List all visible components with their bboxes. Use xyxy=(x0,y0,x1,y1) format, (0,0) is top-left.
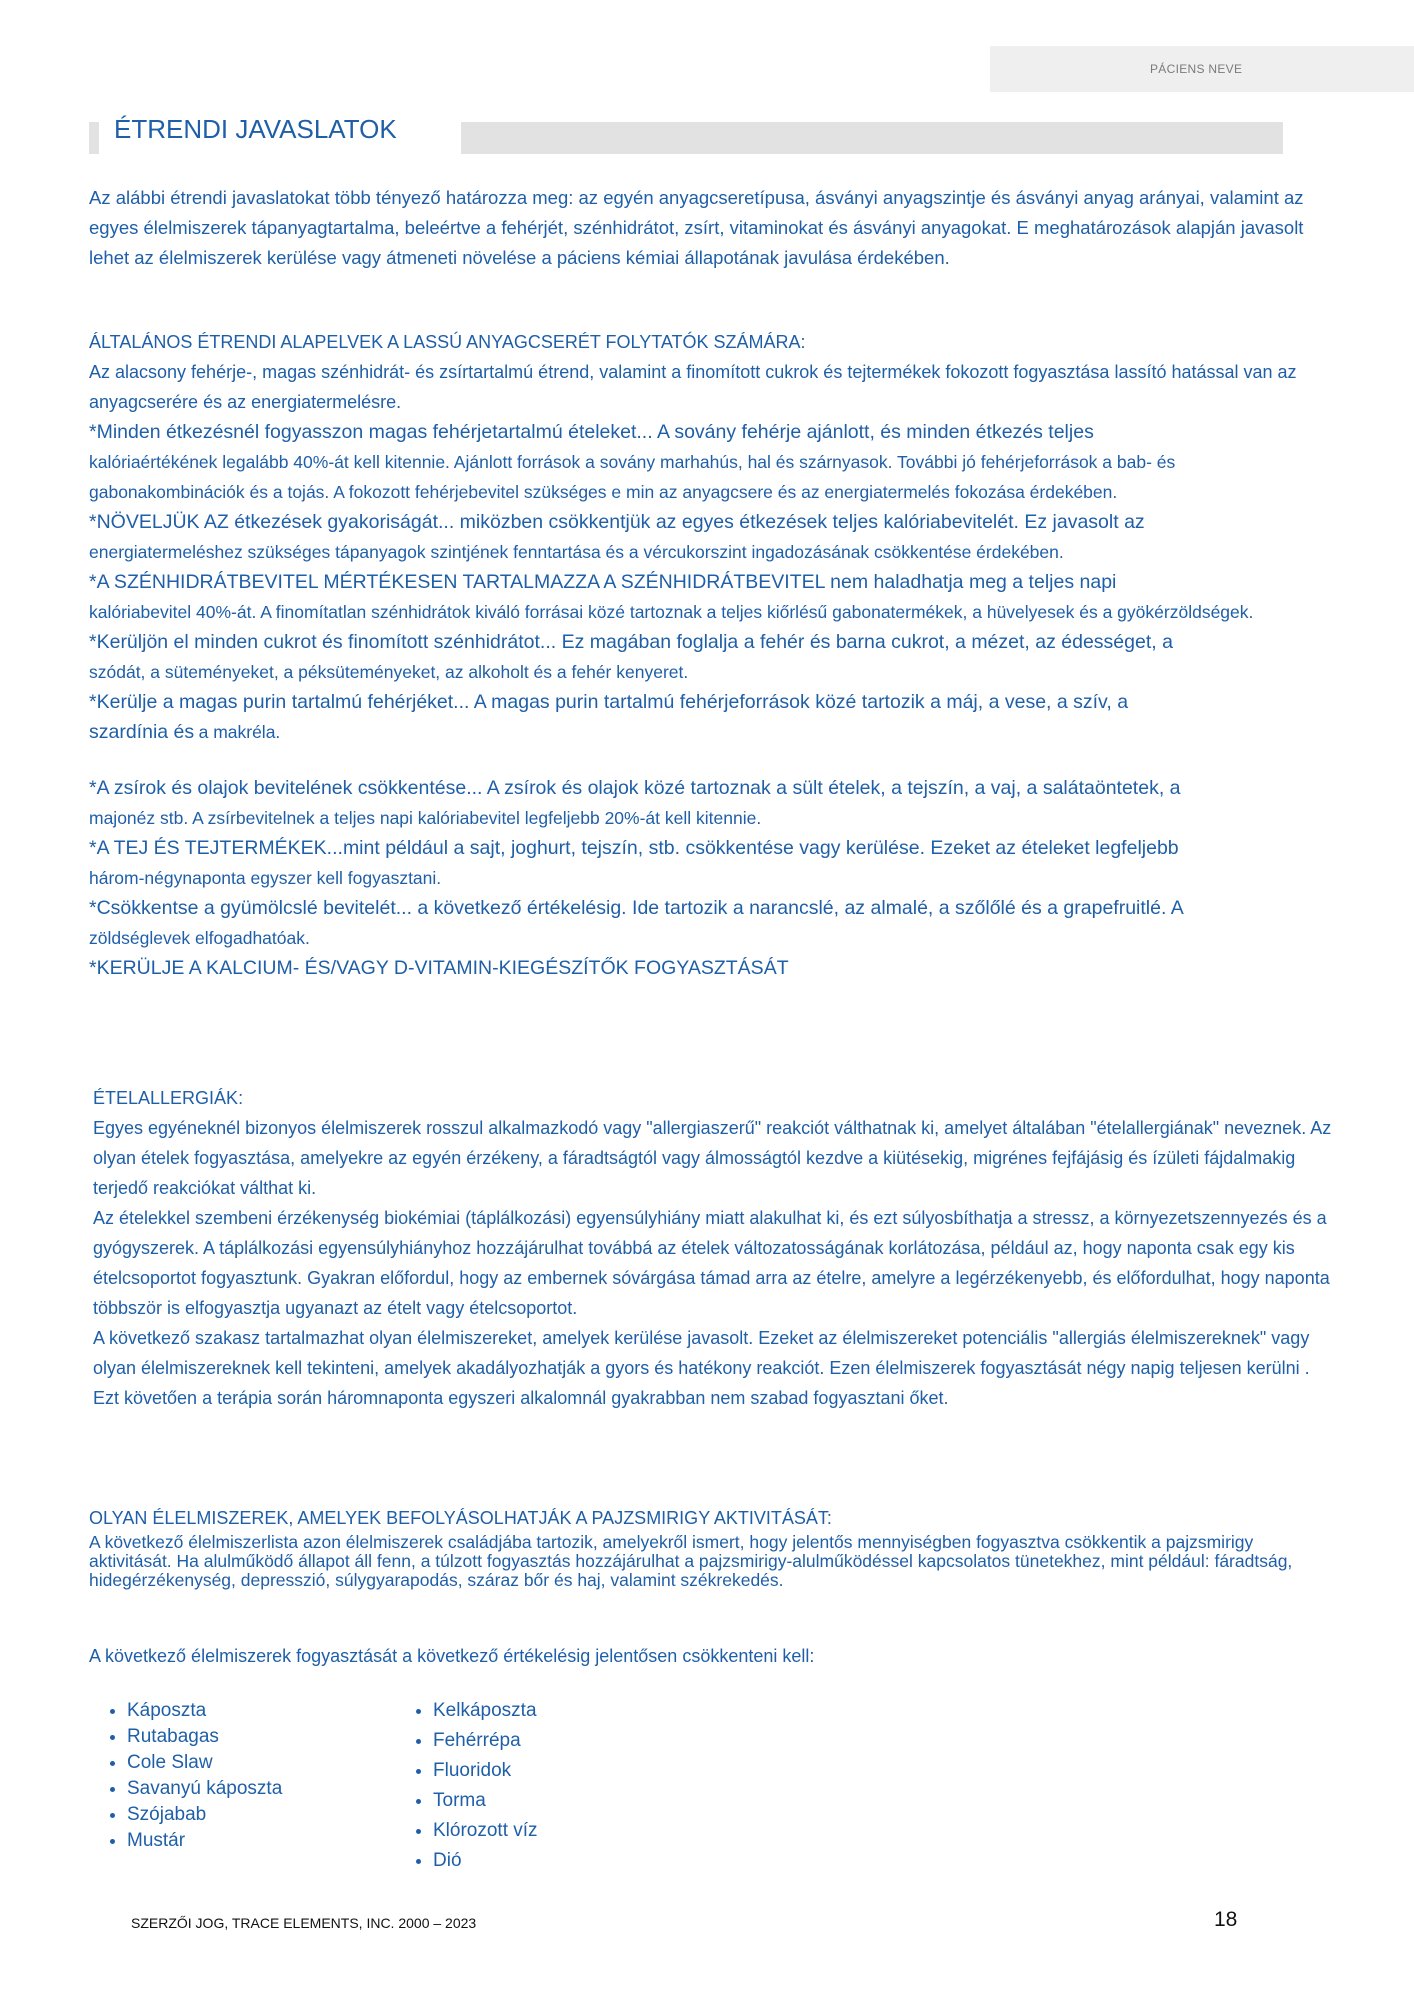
allergies-p1: Egyes egyéneknél bizonyos élelmiszerek rosszul alkalmazkodó vagy "allergiaszerű" reakciót válthatnak ki, amelyet általában "ételallergiának" neveznek. Az olyan ételek fogyasztása, amelyekre az egyén érzékeny, a fáradtságtól vagy álmosságtól kezdve a kiütésekig, migrénes fejfájásig és ízületi fájdalmakig terjedő reakciókat válthat ki. xyxy=(93,1118,1332,1198)
rule-6-lead: *A zsírok és olajok bevitelének csökkentése... A zsírok és olajok közé tartoznak a sült ételek, a tejszín, a vaj, a salátaöntetek, a xyxy=(89,777,1181,799)
rule-3-body: kalóriabevitel 40%-át. A finomítatlan szénhidrátok kiváló forrásai közé tartoznak a teljes kiőrlésű gabonatermékek, a hüvelyesek és a gyökérzöldségek. xyxy=(89,602,1254,622)
allergies-section xyxy=(93,1083,1333,1413)
rule-2-lead: *NÖVELJÜK AZ étkezések gyakoriságát... miközben csökkentjük az egyes étkezések teljes kalóriabevitelét. Ez javasolt az xyxy=(89,511,1145,533)
rule-4-body: szódát, a süteményeket, a péksüteményeket, az alkoholt és a fehér kenyeret. xyxy=(89,662,689,682)
rule-7-lead: *A TEJ ÉS TEJTERMÉKEK...mint például a sajt, joghurt, tejszín, stb. csökkentése vagy kerülése. Ezeket az ételeket legfeljebb xyxy=(89,837,1179,859)
allergies-p3: A következő szakasz tartalmazhat olyan élelmiszereket, amelyek kerülése javasolt. Ezeket az élelmiszereket potenciális "allergiás élelmiszereknek" vagy olyan élelmiszereknek kell tekinteni, amelyek akadályozhatják a gyors és hatékony reakciót. Ezen élelmiszerek fogyasztását négy napig teljesen kerülni . Ezt követően a terápia során háromnaponta egyszeri alkalomnál gyakrabban nem szabad fogyasztani őket. xyxy=(93,1328,1310,1408)
list-item: • Fluoridok xyxy=(433,1756,538,1786)
rule-5-lead: *Kerülje a magas purin tartalmú fehérjéket... A magas purin tartalmú fehérjeforrások közé tartozik a máj, a vese, a szív, a xyxy=(89,691,1129,713)
list-item: • Kelkáposzta xyxy=(433,1696,538,1726)
rule-9: *KERÜLJE A KALCIUM- ÉS/VAGY D-VITAMIN-KIEGÉSZÍTŐK FOGYASZTÁSÁT xyxy=(89,957,789,979)
list-item: • Fehérrépa xyxy=(433,1726,538,1756)
page-title: ÉTRENDI JAVASLATOK xyxy=(114,114,397,144)
list-item: • Cole Slaw xyxy=(127,1750,282,1776)
copyright-footer: SZERZŐI JOG, TRACE ELEMENTS, INC. 2000 – 2023 xyxy=(131,1915,477,1931)
thyroid-section xyxy=(89,1503,1329,1590)
allergies-p2: Az ételekkel szembeni érzékenység biokémiai (táplálkozási) egyensúlyhiány miatt alakulhat ki, és ezt súlyosbíthatja a stressz, a környezetszennyezés és a gyógyszerek. A táplálkozási egyensúlyhiányhoz hozzájárulhat továbbá az ételek változatosságának korlátozása, például az, hogy naponta csak egy kis ételcsoportot fogyasztunk. Gyakran előfordul, hogy az embernek sóvárgása támad arra az ételre, amelyre a legérzékenyebb, és előfordulhat, hogy naponta többször is elfogyasztja ugyanazt az ételt vagy ételcsoportot. xyxy=(93,1208,1330,1318)
list-item: • Káposzta xyxy=(127,1698,282,1724)
patient-name-box xyxy=(990,46,1414,92)
rule-4-lead: *Kerüljön el minden cukrot és finomított szénhidrátot... Ez magában foglalja a fehér és barna cukrot, a mézet, az édességet, a xyxy=(89,631,1173,653)
general-heading: ÁLTALÁNOS ÉTRENDI ALAPELVEK A LASSÚ ANYAGCSERÉT FOLYTATÓK SZÁMÁRA: xyxy=(89,332,806,352)
allergies-heading: ÉTELALLERGIÁK: xyxy=(93,1088,244,1108)
list-item: • Torma xyxy=(433,1786,538,1816)
rule-1-body: kalóriaértékének legalább 40%-át kell kitennie. Ajánlott források a sovány marhahús, hal és szárnyasok. További jó fehérjeforrások a bab- és gabonakombinációk és a tojás. A fokozott fehérjebevitel szükséges e min az anyagcsere és az energiatermelés fokozása érdekében. xyxy=(89,452,1176,502)
rule-8-lead: *Csökkentse a gyümölcslé bevitelét... a következő értékelésig. Ide tartozik a narancslé, az almalé, a szőlőlé és a grapefruitlé. A xyxy=(89,897,1184,919)
list-item: • Klórozott víz xyxy=(433,1816,538,1846)
food-list-right xyxy=(395,1696,538,1876)
reduce-instruction: A következő élelmiszerek fogyasztását a következő értékelésig jelentősen csökkenteni kell: xyxy=(89,1646,815,1666)
rule-2-body: energiatermeléshez szükséges tápanyagok szintjének fenntartása és a vércukorszint ingadozásának csökkentése érdekében. xyxy=(89,542,1064,562)
general-text: Az alacsony fehérje-, magas szénhidrát- és zsírtartalmú étrend, valamint a finomított cukrok és tejtermékek fokozott fogyasztása lassító hatással van az anyagcserére és az energiatermelésre. xyxy=(89,362,1297,412)
intro-paragraph xyxy=(89,183,1329,273)
rule-3-lead: *A SZÉNHIDRÁTBEVITEL MÉRTÉKESEN TARTALMAZZA A SZÉNHIDRÁTBEVITEL nem haladhatja meg a teljes napi xyxy=(89,571,1117,593)
rule-1-lead: *Minden étkezésnél fogyasszon magas fehérjetartalmú ételeket... A sovány fehérje ajánlott, és minden étkezés teljes xyxy=(89,421,1094,443)
rule-7-body: három-négynaponta egyszer kell fogyasztani. xyxy=(89,868,442,888)
list-item: • Savanyú káposzta xyxy=(127,1776,282,1802)
list-item: • Szójabab xyxy=(127,1802,282,1828)
rule-8-body: zöldséglevek elfogadhatóak. xyxy=(89,928,310,948)
title-marker xyxy=(89,122,99,154)
rule-5-body-a: szardínia és xyxy=(89,721,195,743)
page-number: 18 xyxy=(1214,1908,1238,1931)
thyroid-heading: OLYAN ÉLELMISZEREK, AMELYEK BEFOLYÁSOLHATJÁK A PAJZSMIRIGY AKTIVITÁSÁT: xyxy=(89,1508,832,1528)
list-item: • Dió xyxy=(433,1846,538,1876)
thyroid-text: A következő élelmiszerlista azon élelmiszerek családjába tartozik, amelyekről ismert, hogy jelentős mennyiségben fogyasztva csökkentik a pajzsmirigy aktivitását. Ha alulműködő állapot áll fenn, a túlzott fogyasztás hozzájárulhat a pajzsmirigy-alulműködéssel kapcsolatos tünetekhez, mint például: fáradtság, hidegérzékenység, depresszió, súlygyarapodás, száraz bőr és haj, valamint székrekedés. xyxy=(89,1532,1293,1590)
list-item: • Mustár xyxy=(127,1828,282,1854)
intro-text: Az alábbi étrendi javaslatokat több tényező határozza meg: az egyén anyagcseretípusa, ásványi anyagszintje és ásványi anyag arányai, valamint az egyes élelmiszerek tápanyagtartalma, beleértve a fehérjét, szénhidrátot, zsírt, vitaminokat és ásványi anyagokat. E meghatározások alapján javasolt lehet az élelmiszerek kerülése vagy átmeneti növelése a páciens kémiai állapotának javulása érdekében. xyxy=(89,187,1304,268)
rule-5-body xyxy=(89,717,1329,749)
list-item: • Rutabagas xyxy=(127,1724,282,1750)
rule-5-body-b: a makréla. xyxy=(198,722,281,742)
title-bar xyxy=(461,122,1283,154)
food-list-left xyxy=(89,1698,282,1854)
patient-name-label: PÁCIENS NEVE xyxy=(1150,62,1243,76)
general-principles xyxy=(89,327,1329,983)
rule-6-body: majonéz stb. A zsírbevitelnek a teljes napi kalóriabevitel legfeljebb 20%-át kell kitennie. xyxy=(89,808,762,828)
